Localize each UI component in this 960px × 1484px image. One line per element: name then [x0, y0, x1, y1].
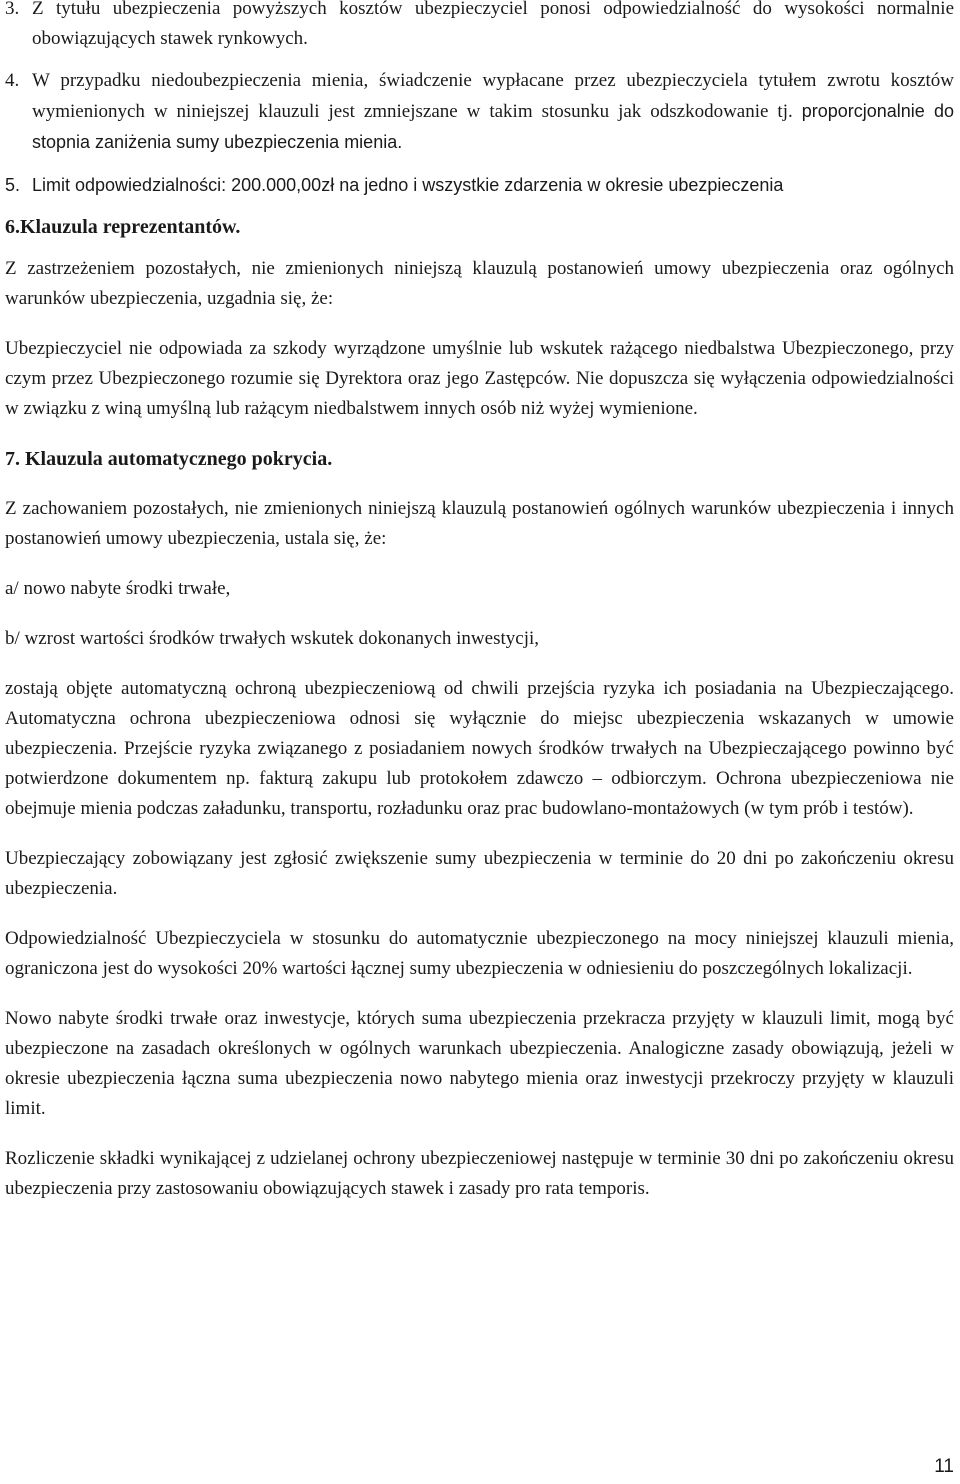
item-number: 3.	[5, 0, 20, 19]
page-number: 11	[934, 1456, 954, 1477]
paragraph: Rozliczenie składki wynikającej z udzielanej ochrony ubezpieczeniowej następuje w terminie 30 dni po zakończeniu okresu ubezpieczenia przy zastosowaniu obowiązujących stawek i zasady pro rata temporis.	[5, 1148, 954, 1199]
list-item-3	[5, 0, 954, 54]
paragraph: Ubezpieczający zobowiązany jest zgłosić zwiększenie sumy ubezpieczenia w terminie do 20 dni po zakończeniu okresu ubezpieczenia.	[5, 848, 954, 899]
item-number: 4.	[5, 70, 20, 91]
paragraph: Odpowiedzialność Ubezpieczyciela w stosunku do automatycznie ubezpieczonego na mocy niniejszej klauzuli mienia, ograniczona jest do wysokości 20% wartości łącznej sumy ubezpieczenia w odniesieniu do poszczególnych lokalizacji.	[5, 928, 954, 979]
item-number: 5.	[5, 175, 21, 195]
item-text	[32, 66, 954, 158]
item-text-label: Limit odpowiedzialności: 200.	[32, 175, 267, 195]
document-page	[5, 0, 954, 1204]
paragraph: Ubezpieczyciel nie odpowiada za szkody wyrządzone umyślnie lub wskutek rażącego niedbalstwa Ubezpieczonego, przy czym przez Ubezpieczonego rozumie się Dyrektora oraz jego Zastępców. Nie dopuszcza się wyłączenia odpowiedzialności w związku z winą umyślną lub rażącym niedbalstwem innych osób niż wyżej wymienione.	[5, 338, 954, 419]
item-text-tail: 000,00zł na jedno i wszystkie zdarzenia w okresie ubezpieczenia	[266, 175, 784, 195]
section-heading-7: 7. Klauzula automatycznego pokrycia.	[5, 448, 333, 470]
list-item-b: b/ wzrost wartości środków trwałych wskutek dokonanych inwestycji,	[5, 628, 540, 649]
item-text	[32, 170, 954, 200]
list-item-5	[5, 170, 954, 200]
item-text: Z tytułu ubezpieczenia powyższych kosztów ubezpieczyciel ponosi odpowiedzialność do wysokości normalnie obowiązujących stawek rynkowych.	[32, 0, 954, 49]
list-item-a: a/ nowo nabyte środki trwałe,	[5, 578, 231, 599]
item-text-main: W przypadku niedoubezpieczenia mienia, świadczenie wypłacane przez ubezpieczyciela tytułem zwrotu kosztów wymienionych w niniejszej klauzuli jest zmniejszane w takim stosunku jak odszkodowanie tj.	[32, 70, 954, 122]
item-text-tail: proporcjonalnie do stopnia zaniżenia sumy ubezpieczenia mienia.	[32, 101, 954, 152]
paragraph: zostają objęte automatyczną ochroną ubezpieczeniową od chwili przejścia ryzyka ich posiadania na Ubezpieczającego. Automatyczna ochrona ubezpieczeniowa odnosi się wyłącznie do miejsc ubezpieczenia wskazanych w umowie ubezpieczenia. Przejście ryzyka związanego z posiadaniem nowych środków trwałych na Ubezpieczającego powinno być potwierdzone dokumentem np. fakturą zakupu lub protokołem zdawczo – odbiorczym. Ochrona ubezpieczeniowa nie obejmuje mienia podczas załadunku, transportu, rozładunku oraz prac budowlano-montażowych (w tym prób i testów).	[5, 678, 954, 819]
paragraph: Z zastrzeżeniem pozostałych, nie zmienionych niniejszą klauzulą postanowień umowy ubezpieczenia oraz ogólnych warunków ubezpieczenia, uzgadnia się, że:	[5, 258, 954, 309]
section-heading-6: 6.Klauzula reprezentantów.	[5, 216, 241, 238]
list-item-4	[5, 66, 954, 158]
paragraph: Nowo nabyte środki trwałe oraz inwestycje, których suma ubezpieczenia przekracza przyjęty w klauzuli limit, mogą być ubezpieczone na zasadach określonych w ogólnych warunkach ubezpieczenia. Analogiczne zasady obowiązują, jeżeli w okresie ubezpieczenia łączna suma ubezpieczenia nowo nabytego mienia oraz inwestycji przekroczy przyjęty w klauzuli limit.	[5, 1008, 954, 1119]
paragraph: Z zachowaniem pozostałych, nie zmienionych niniejszą klauzulą postanowień ogólnych warunków ubezpieczenia i innych postanowień umowy ubezpieczenia, ustala się, że:	[5, 498, 954, 549]
